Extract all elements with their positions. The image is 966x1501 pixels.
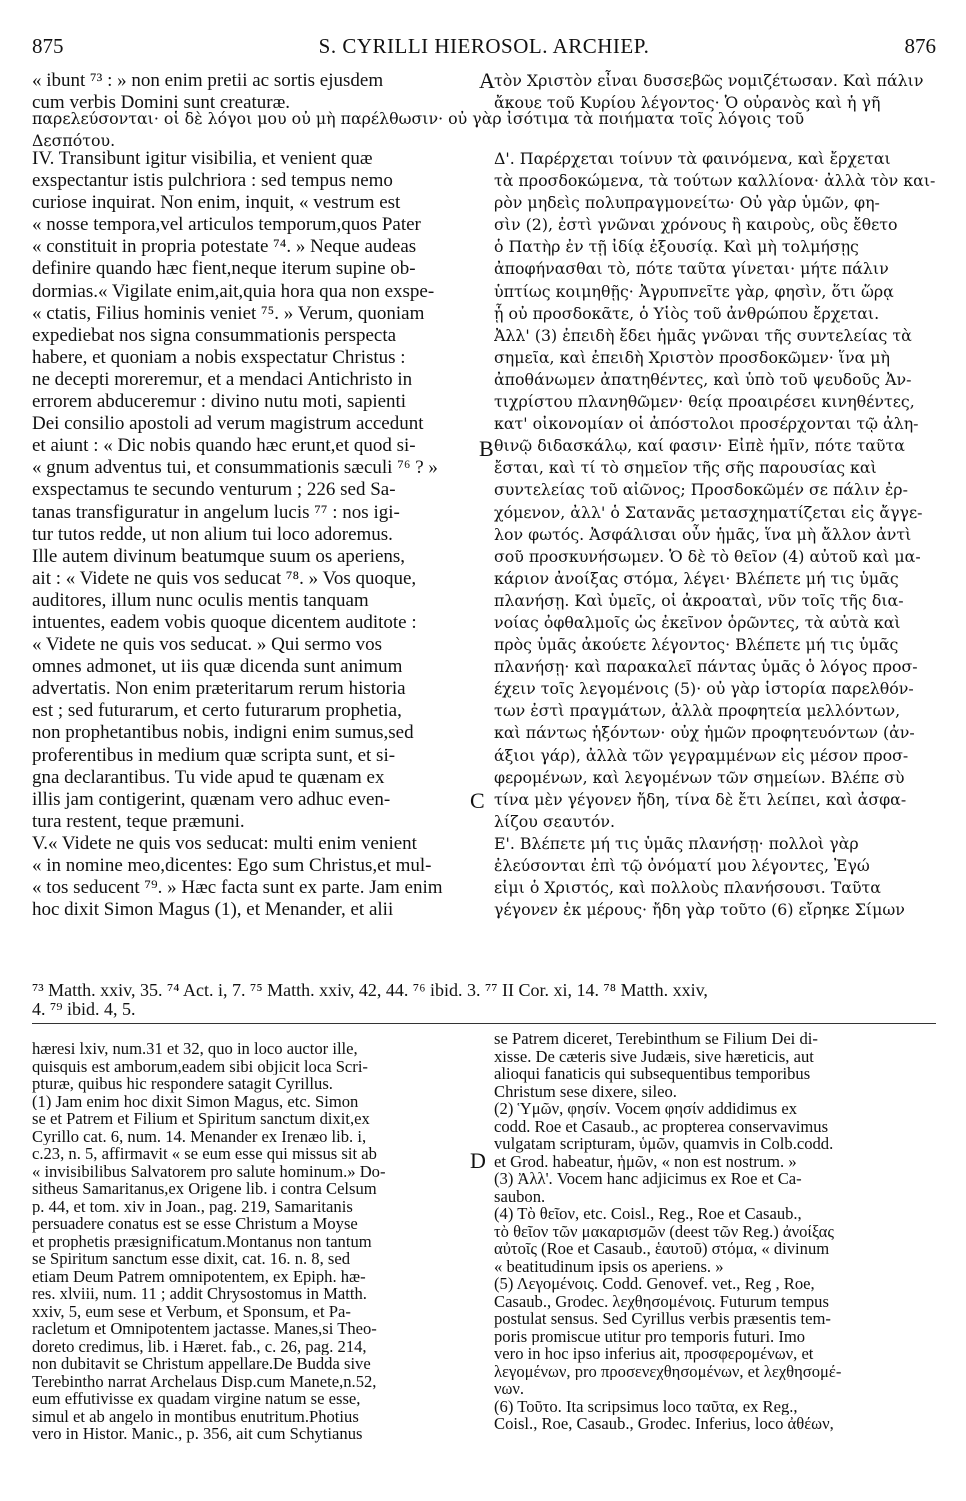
text-line: quisquis est amborum,eadem sibi objicit loca Scri- <box>32 1057 368 1075</box>
text-line: etiam Deum Patrem omnipotentem, ex Epiph. hæ- <box>32 1267 366 1285</box>
text-line: Christum sese dixere, sileo. <box>494 1082 677 1100</box>
text-line: (4) Τὸ θεῖον, etc. Coisl., Reg., Roe et Casaub., <box>494 1205 802 1223</box>
text-line: Δ'. Παρέρχεται τοίνυν τὰ φαινόμενα, καὶ ἔρχεται <box>494 149 891 168</box>
text-line: « invisibilibus Salvatorem pro salute hominum.» Do- <box>32 1162 386 1180</box>
text-line: et aiunt : « Dic nobis quando hæc erunt,et quod si- <box>32 435 416 457</box>
text-line: κάριον ἀνοίξας στόμα, λέγει· Βλέπετε μή τις ὑμᾶς <box>494 568 899 588</box>
text-line: ἔσται, καὶ τί τὸ σημεῖον τῆς σῆς παρουσίας καὶ <box>494 458 877 478</box>
text-line: se Spiritum sanctum esse dixit, cat. 16. n. 8, sed <box>32 1250 351 1268</box>
text-line: (3) Ἀλλ'. Vocem hanc adjicimus ex Roe et Ca- <box>494 1170 802 1188</box>
text-line: θινῷ διδασκάλῳ, καί φασιν· Εἰπὲ ἡμῖν, πότε ταῦτα <box>494 436 905 456</box>
text-line: « tos seducent ⁷⁹. » Hæc facta sunt ex parte. Jam enim <box>32 877 443 899</box>
text-line: (2) Ὑμῶν, φησίν. Vocem φησίν addidimus ex <box>494 1100 798 1118</box>
text-line: χόμενον, ἀλλ' ὁ Σατανᾶς μετασχηματίζεται εἰς ἄγγε- <box>494 502 923 522</box>
greek-spanning-block <box>32 108 936 152</box>
text-line: Δεσπότου. <box>32 131 116 151</box>
text-line: hoc dixit Simon Magus (1), et Menander, et alii <box>32 899 394 921</box>
text-line: omnes admonet, ut iis quæ dicenda sunt animum <box>32 656 403 678</box>
text-line: Terebintho narrat Archelaus Disp.cum Manete,n.52, <box>32 1372 377 1390</box>
text-line: γέγονεν ἐκ μέρους· ἤδη γὰρ τοῦτο (6) εἴρηκε Σίμων <box>494 900 905 920</box>
right-page-number: 876 <box>904 34 936 58</box>
text-line: ne decepti moreremur, et a mendaci Antichristo in <box>32 368 413 390</box>
text-line: των ἐστὶ πραγμάτων, ἀλλὰ προφητεία μελλόντων, <box>494 701 901 721</box>
text-line: Ε'. Βλέπετε μή τις ὑμᾶς πλανήσῃ· πολλοὶ γὰρ <box>494 833 859 853</box>
text-line: gna declarantibus. Tu vide apud te quænam ex <box>32 766 385 788</box>
text-line: hæresi lxiv, num.31 et 32, quo in loco auctor ille, <box>32 1040 358 1058</box>
text-line: proferentibus in medium quæ scripta sunt, et si- <box>32 744 396 766</box>
text-line: « gnum adventus tui, et consummationis sæculi ⁷⁶ ? » <box>32 457 438 479</box>
text-line: αὐτοῖς (Roe et Casaub., ἑαυτοῦ) στόμα, « divinum <box>494 1240 830 1258</box>
text-line: πλανήσῃ. Καὶ ὑμεῖς, οἱ ἀκροαταὶ, νῦν τοῖς τῆς δια- <box>494 590 904 610</box>
text-line: pturæ, quibus hic respondere satagit Cyrillus. <box>32 1075 333 1093</box>
running-title: S. CYRILLI HIEROSOL. ARCHIEP. <box>318 34 650 58</box>
text-line: res. xlviii, num. 11 ; addit Chrysostomus in Matth. <box>32 1285 367 1303</box>
text-line: σημεῖα, καὶ ἐπειδὴ Χριστὸν προσδοκῶμεν· ἵνα μὴ <box>494 347 891 367</box>
text-line: se et Patrem et Filium et Spiritum sanctum dixit,ex <box>32 1110 370 1128</box>
text-line: simul et ab angelo in montibus enutritum.Photius <box>32 1407 359 1425</box>
text-line: πλανήσῃ· καὶ παρακαλεῖ πάντας ὑμᾶς ὁ λόγος προσ- <box>494 657 918 677</box>
text-line: illis jam contigerint, quænam vero adhuc even- <box>32 788 391 810</box>
text-line: ᾗ οὐ προσδοκᾶτε, ὁ Υἱὸς τοῦ ἀνθρώπου ἔρχεται. <box>494 303 880 323</box>
text-line: xxiv, 5, eum sese et Verbum, et Sponsum, et Pa- <box>32 1302 351 1320</box>
footnotes-right <box>494 1030 936 1433</box>
text-line: τὰ προσδοκώμενα, τὰ τούτων καλλίονα· ἀλλὰ τὸν και- <box>494 171 936 191</box>
text-line: et Grod. habeatur, ἡμῶν, « non est nostrum. » <box>494 1152 797 1170</box>
text-line: ἀποθάνωμεν ἀπατηθέντες, καὶ ὑπὸ τοῦ ψευδοῦς Ἀν- <box>494 369 912 389</box>
text-line: eum effutivisse ex quadam virgine natum se esse, <box>32 1390 361 1408</box>
text-line: Ἀλλ' (3) ἐπειδὴ ἔδει ἡμᾶς γνῶναι τῆς συντελείας τὰ <box>494 325 912 345</box>
text-line: cum verbis Domini sunt creaturæ. <box>32 92 291 114</box>
text-line: intuentes, eadem vobis quoque dicentem auditote : <box>32 611 417 633</box>
text-line: τιχρίστου πλανηθῶμεν· θείᾳ προαιρέσει κινηθέντες, <box>494 392 915 412</box>
text-line: expediebat nos signa consummationis perspecta <box>32 324 397 346</box>
text-line: V.« Videte ne quis vos seducat: multi enim venient <box>32 832 417 854</box>
text-line: συντελείας τοῦ αἰῶνος; Προσδοκῶμέν σε πάλιν ἐρ- <box>494 480 908 500</box>
text-line: Casaub., Grodec. λεχθησομένοις. Futurum tempus <box>494 1292 829 1310</box>
scripture-references <box>32 981 936 1019</box>
text-line: exspectamus te secundo venturum ; 226 sed Sa- <box>32 479 396 501</box>
text-line: νοίας ὀφθαλμοῖς ὡς ἐκεῖνον ὁρῶντες, τὰ αὐτὰ καὶ <box>494 612 901 632</box>
text-line: ἀποφήνασθαι τὸ, πότε ταῦτα γίνεται· μήτε πάλιν <box>494 259 889 279</box>
text-line: vulgatam scripturam, ὑμῶν, quamvis in Colb.codd. <box>494 1135 834 1153</box>
text-line: xisse. De cæteris sive Judæis, sive hæreticis, aut <box>494 1047 814 1065</box>
text-line: c.23, n. 5, affirmavit « se eum esse qui missus sit ab <box>32 1145 377 1163</box>
text-line: non prophetantibus nobis, indigni enim sumus,sed <box>32 722 414 744</box>
footnote-divider <box>32 1023 936 1024</box>
text-line: saubon. <box>494 1187 546 1205</box>
text-line: τὸ θεῖον τῶν μακαρισμῶν (deest τῶν Reg.) ἀνοίξας <box>494 1222 834 1240</box>
text-line: se Patrem diceret, Terebinthum se Filium Dei di- <box>494 1030 818 1048</box>
text-line: racletum et Omnipotentem jactasse. Manes,si Theo- <box>32 1320 377 1338</box>
text-line: auditores, illum nunc oculis mentis tanquam <box>32 589 369 611</box>
margin-letter-b: B <box>479 436 494 461</box>
margin-letter-d: D <box>470 1148 486 1173</box>
text-line: Ille autem divinum beatumque suum os aperiens, <box>32 545 406 567</box>
text-line: p. 44, et tom. xiv in Joan., pag. 219, Samaritanis <box>32 1197 353 1215</box>
text-line: (1) Jam enim hoc dixit Simon Magus, etc. Simon <box>32 1092 359 1110</box>
text-line: ἐλεύσονται ἐπὶ τῷ ὀνόματί μου λέγοντες, Ἐγώ <box>494 856 870 875</box>
text-line: « constituit in propria potestate ⁷⁴. » Neque audeas <box>32 236 417 258</box>
text-line: non dubitavit se Christum appellare.De Budda sive <box>32 1355 371 1373</box>
text-line: ὑπτίως κοιμηθῇς· Ἀγρυπνεῖτε γὰρ, φησὶν, ὅτι ὥρᾳ <box>494 281 894 301</box>
text-line: λίζου σεαυτόν. <box>494 811 616 831</box>
running-header <box>32 34 936 60</box>
text-line: Dei consilio apostoli ad verum magistrum accedunt <box>32 413 424 435</box>
text-line: alioqui fanaticis qui subsequentibus temporibus <box>494 1065 811 1083</box>
text-line: « ctatis, Filius hominis veniet ⁷⁵. » Verum, quoniam <box>32 302 425 324</box>
text-line: τὸν Χριστὸν εἶναι δυσσεβῶς νομιζέτωσαν. Καὶ πάλιν <box>494 71 924 90</box>
text-line: σοῦ προσκυνήσωμεν. Ὁ δὲ τὸ θεῖον (4) αὐτοῦ καὶ μα- <box>494 546 921 566</box>
reference-line: ⁷³ Matth. xxiv, 35. ⁷⁴ Act. i, 7. ⁷⁵ Matth. xxiv, 42, 44. ⁷⁶ ibid. 3. ⁷⁷ II Cor. xi, 14. ⁷⁸ Matth. xxiv, <box>32 981 708 1000</box>
footnotes-left <box>32 1040 479 1443</box>
text-line: vero in Histor. Manic., p. 356, ait cum Schytianus <box>32 1425 363 1443</box>
text-line: advertatis. Non enim præteritarum rerum historia <box>32 678 406 700</box>
text-line: Cyrillo cat. 6, num. 14. Menander ex Irenæo lib. i, <box>32 1127 367 1145</box>
text-line: « beatitudinum ipsis os aperiens. » <box>494 1257 724 1275</box>
text-line: ὁ Πατὴρ ἐν τῇ ἰδίᾳ ἐξουσίᾳ. Καὶ μὴ τολμήσῃς <box>494 237 859 257</box>
text-line: curiose inquirat. Non enim, inquit, « vestrum est <box>32 192 401 214</box>
text-line: λεγομένων, pro προσενεχθησομένων, et λεχθησομέ- <box>494 1362 842 1380</box>
text-line: est ; sed futurarum, et certo futurarum prophetia, <box>32 700 402 722</box>
text-line: exspectantur istis pulchriora : sed tempus nemo <box>32 170 393 192</box>
text-line: « Videte ne quis vos seducat. » Qui sermo vos <box>32 634 382 656</box>
text-line: (5) Λεγομένοις. Codd. Genovef. vet., Reg , Roe, <box>494 1275 815 1293</box>
left-page-number: 875 <box>32 34 64 58</box>
text-line: παρελεύσονται· οἱ δὲ λόγοι μου οὐ μὴ παρέλθωσιν· οὐ γὰρ ἰσότιμα τὰ ποιήματα τοῖς λόγοις τοῦ <box>32 109 805 128</box>
text-line: habere, et quoniam a nobis exspectatur Christus : <box>32 346 406 368</box>
text-line: τίνα μὲν γέγονεν ἤδη, τίνα δὲ ἔτι λείπει, καὶ ἀσφα- <box>494 789 907 809</box>
text-line: et prophetis præsignificatum.Montanus non tantum <box>32 1232 372 1250</box>
text-line: postulat sensus. Sed Cyrillus verbis præsentis tem- <box>494 1310 831 1328</box>
text-line: άξιοι γάρ), ἀλλὰ τῶν γεγραμμένων εἰς μέσον προσ- <box>494 745 909 765</box>
text-line: φερομένων, καὶ λεγομένων τῶν σημείων. Βλέπε σὺ <box>494 767 905 787</box>
greek-column <box>494 148 936 921</box>
margin-letter-c: C <box>470 788 485 813</box>
text-line: ρὸν μηδεὶς πολυπραγμονείτω· Οὐ γὰρ ὑμῶν, φη- <box>494 193 880 213</box>
text-line: tura restent, teque præmuni. <box>32 810 245 832</box>
text-line: poris promiscue utitur pro temporis futuri. Imo <box>494 1327 806 1345</box>
text-line: Coisl., Roe, Casaub., Grodec. Inferius, loco ἀθέων, <box>494 1415 834 1433</box>
text-line: doreto credimus, lib. i Hæret. fab., c. 26, pag. 214, <box>32 1337 367 1355</box>
text-line: « ibunt ⁷³ : » non enim pretii ac sortis ejusdem <box>32 70 384 91</box>
text-line: κατ' οἰκονομίαν οἱ ἀπόστολοι προσέρχονται τῷ ἀλη- <box>494 414 919 434</box>
text-line: έχειν τοῖς λεγομένοις (5)· οὐ γὰρ ἱστορία παρελθόν- <box>494 679 914 699</box>
text-line: σὶν (2), ἐστὶ γνῶναι χρόνους ἢ καιροὺς, οὓς ἔθετο <box>494 215 898 235</box>
text-line: definire quando hæc fient,neque iterum supine ob- <box>32 258 416 280</box>
text-line: καὶ πάντως ἡξόντων· οὐχ ἡμῶν προφητευόντων (ἀν- <box>494 723 915 743</box>
text-line: λον φωτός. Ἀσφάλισαι οὖν ἡμᾶς, ἵνα μὴ ἄλλον ἀντὶ <box>494 524 912 544</box>
text-line: ait : « Videte ne quis vos seducat ⁷⁸. » Vos quoque, <box>32 567 417 589</box>
text-line: vero in hoc ipso inferius ait, προσφερομένων, et <box>494 1345 814 1363</box>
text-line: νων. <box>494 1380 525 1398</box>
text-line: IV. Transibunt igitur visibilia, et venient quæ <box>32 148 373 169</box>
reference-line: 4. ⁷⁹ ibid. 4, 5. <box>32 1000 136 1019</box>
margin-letter-a: A <box>479 68 495 93</box>
text-line: πρὸς ὑμᾶς ἀκούετε λέγοντος· Βλέπετε μή τις ὑμᾶς <box>494 635 899 655</box>
text-line: « in nomine meo,dicentes: Ego sum Christus,et mul- <box>32 855 432 876</box>
text-line: persuadere conatus est se esse Christum a Moyse <box>32 1215 358 1233</box>
text-line: εἰμι ὁ Χριστός, καὶ πολλοὺς πλανήσουσι. Ταῦτα <box>494 878 881 898</box>
text-line: errorem abduceremur : divino nutu moti, sapienti <box>32 391 407 413</box>
text-line: sitheus Samaritanus,ex Origene lib. i contra Celsum <box>32 1180 377 1198</box>
text-line: (6) Τοῦτο. Ita scripsimus loco ταῦτα, ex Reg., <box>494 1397 798 1415</box>
latin-column <box>32 148 487 921</box>
text-line: « nosse tempora,vel articulos temporum,quos Pater <box>32 214 421 236</box>
text-line: ἄκουε τοῦ Κυρίου λέγοντος· Ὁ οὐρανὸς καὶ ἡ γῆ <box>494 93 881 113</box>
text-line: tur tutos redde, ut non alium tui loco adoremus. <box>32 523 393 545</box>
text-line: tanas transfiguratur in angelum lucis ⁷⁷ : nos igi- <box>32 501 400 523</box>
text-line: dormias.« Vigilate enim,ait,quia hora qua non exspe- <box>32 280 435 302</box>
text-line: codd. Roe et Casaub., ac propterea conservavimus <box>494 1117 829 1135</box>
